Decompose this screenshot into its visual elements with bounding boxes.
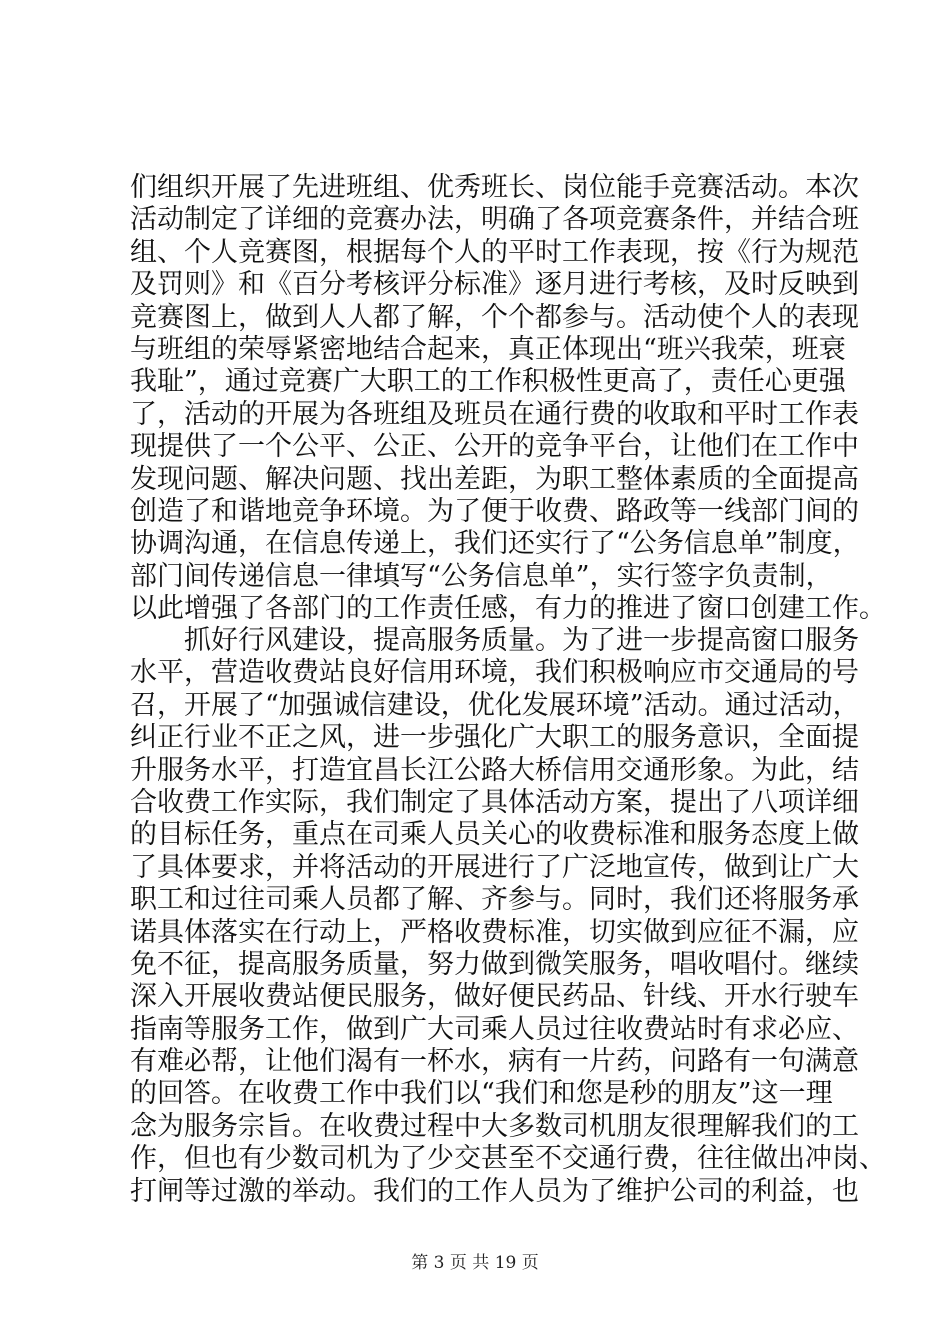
text-line: 以此增强了各部门的工作责任感，有力的推进了窗口创建工作。 [130, 593, 886, 625]
text-line: 了具体要求，并将活动的开展进行了广泛地宣传，做到让广大 [130, 851, 859, 883]
text-line: 及罚则》和《百分考核评分标准》逐月进行考核，及时反映到 [130, 269, 859, 301]
text-line: 免不征，提高服务质量，努力做到微笑服务，唱收唱付。继续 [130, 948, 859, 980]
text-line: 升服务水平，打造宜昌长江公路大桥信用交通形象。为此，结 [130, 754, 859, 786]
text-line: 的回答。在收费工作中我们以“我们和您是秒的朋友”这一理 [130, 1078, 833, 1110]
text-line: 水平，营造收费站良好信用环境，我们积极响应市交通局的号 [130, 657, 859, 689]
text-line: 召，开展了“加强诚信建设，优化发展环境”活动。通过活动， [130, 689, 860, 721]
page-footer [0, 1248, 950, 1273]
text-line: 纠正行业不正之风，进一步强化广大职工的服务意识，全面提 [130, 722, 859, 754]
text-line: 了，活动的开展为各班组及班员在通行费的收取和平时工作表 [130, 398, 859, 430]
text-line: 创造了和谐地竞争环境。为了便于收费、路政等一线部门间的 [130, 495, 859, 527]
text-line: 活动制定了详细的竞赛办法，明确了各项竞赛条件，并结合班 [130, 204, 859, 236]
text-line: 作，但也有少数司机为了少交甚至不交通行费，往往做出冲岗、 [130, 1143, 886, 1175]
text-line: 发现问题、解决问题、找出差距，为职工整体素质的全面提高 [130, 463, 859, 495]
text-line: 现提供了一个公平、公正、公开的竞争平台，让他们在工作中 [130, 431, 859, 463]
text-line: 打闸等过激的举动。我们的工作人员为了维护公司的利益，也 [130, 1175, 859, 1207]
text-line: 的目标任务，重点在司乘人员关心的收费标准和服务态度上做 [130, 819, 859, 851]
text-line: 指南等服务工作，做到广大司乘人员过往收费站时有求必应、 [130, 1013, 859, 1045]
paragraph-1 [130, 172, 886, 625]
text-line: 诺具体落实在行动上，严格收费标准，切实做到应征不漏，应 [130, 916, 859, 948]
text-line: 们组织开展了先进班组、优秀班长、岗位能手竞赛活动。本次 [130, 172, 859, 203]
text-line: 深入开展收费站便民服务，做好便民药品、针线、开水行驶车 [130, 981, 859, 1013]
text-line: 组、个人竞赛图，根据每个人的平时工作表现，按《行为规范 [130, 236, 859, 268]
text-line: 与班组的荣辱紧密地结合起来，真正体现出“班兴我荣，班衰 [130, 333, 846, 365]
text-line: 部门间传递信息一律填写“公务信息单”，实行签字负责制， [130, 560, 833, 592]
text-line: 合收费工作实际，我们制定了具体活动方案，提出了八项详细 [130, 786, 859, 818]
text-line: 抓好行风建设，提高服务质量。为了进一步提高窗口服务 [130, 625, 859, 656]
text-line: 协调沟通，在信息传递上，我们还实行了“公务信息单”制度， [130, 528, 860, 560]
text-line: 我耻”，通过竞赛广大职工的工作积极性更高了，责任心更强 [130, 366, 846, 398]
paragraph-2 [130, 625, 886, 1208]
text-line: 职工和过往司乘人员都了解、齐参与。同时，我们还将服务承 [130, 884, 859, 916]
text-line: 竞赛图上，做到人人都了解，个个都参与。活动使个人的表现 [130, 301, 859, 333]
text-line: 有难必帮，让他们渴有一杯水，病有一片药，问路有一句满意 [130, 1046, 859, 1078]
page-number: 第 3 页 共 19 页 [411, 1253, 539, 1273]
text-line: 念为服务宗旨。在收费过程中大多数司机朋友很理解我们的工 [130, 1110, 859, 1142]
